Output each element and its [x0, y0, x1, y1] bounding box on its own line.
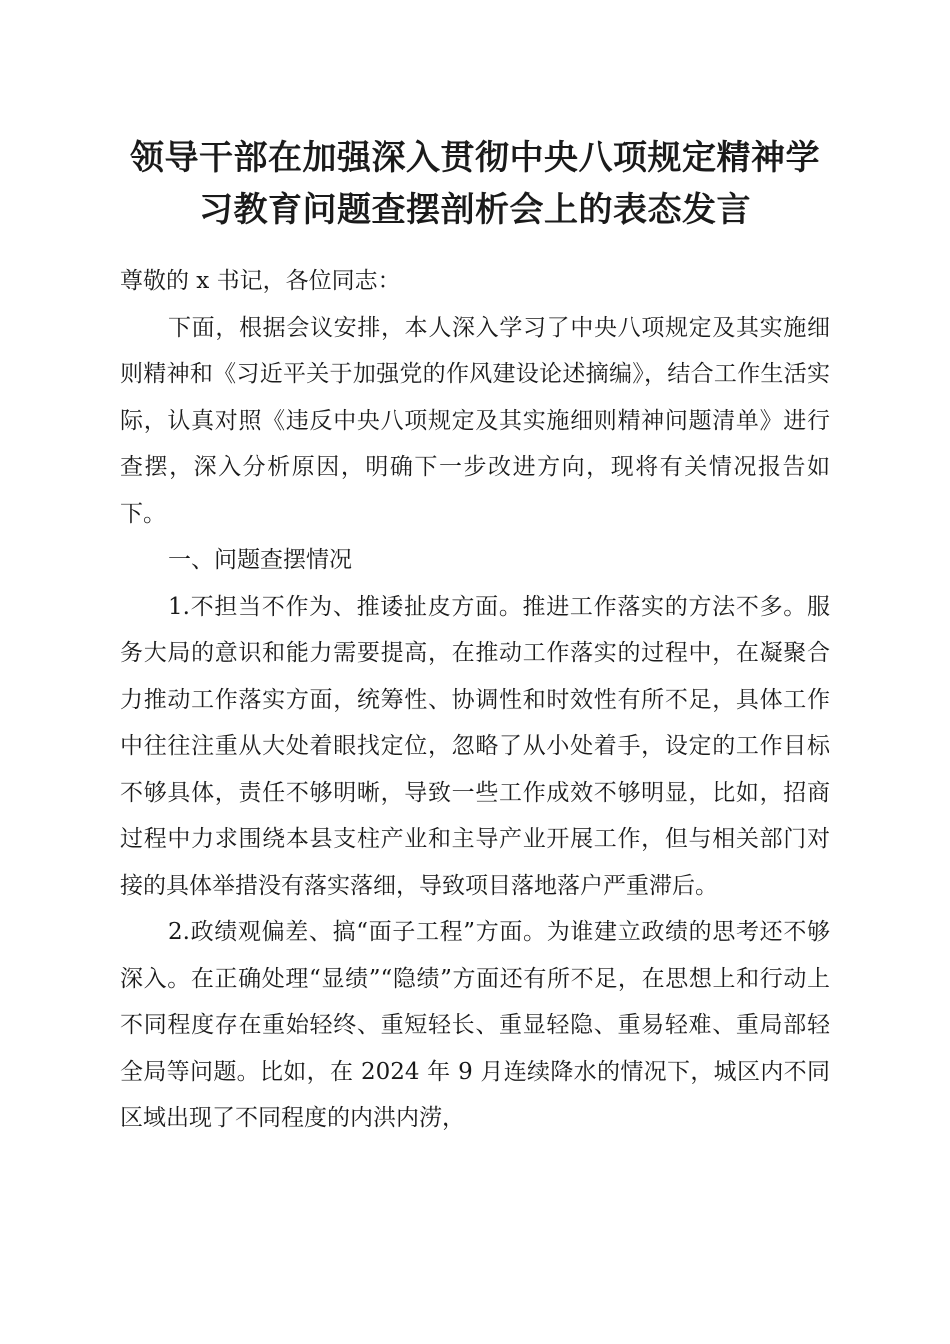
section-heading: 一、问题查摆情况	[168, 547, 352, 573]
item-1-paragraph: 1.不担当不作为、推诿扯皮方面。推进工作落实的方法不多。服务大局的意识和能力需要提高，在推动工作落实的过程中，在凝聚合力推动工作落实方面，统筹性、协调性和时效性有所不足，具体工作中往往注重从大处着眼找定位，忽略了从小处着手，设定的工作目标不够具体，责任不够明晰，导致一些工作成效不够明显，比如，招商过程中力求围绕本县支柱产业和主导产业开展工作，但与相关部门对接的具体举措没有落实落细，导致项目落地落户严重滞后。	[120, 593, 830, 899]
title-line-2: 习教育问题查摆剖析会上的表态发言	[199, 190, 751, 230]
item-2-paragraph: 2.政绩观偏差、搞“面子工程”方面。为谁建立政绩的思考还不够深入。在正确处理“显绩”“隐绩”方面还有所不足，在思想上和行动上不同程度存在重始轻终、重短轻长、重显轻隐、重易轻难、重局部轻全局等问题。比如，在 2024 年 9 月连续降水的情况下，城区内不同区域出现了不同程度的内洪内涝，	[120, 919, 830, 1131]
title-line-1: 领导干部在加强深入贯彻中央八项规定精神学	[130, 138, 820, 178]
intro-paragraph: 下面，根据会议安排，本人深入学习了中央八项规定及其实施细则精神和《习近平关于加强党的作风建设论述摘编》，结合工作生活实际，认真对照《违反中央八项规定及其实施细则精神问题清单》进行查摆，深入分析原因，明确下一步改进方向，现将有关情况报告如下。	[120, 314, 830, 527]
document-body	[120, 258, 830, 1142]
document-title	[60, 132, 890, 236]
salutation: 尊敬的 x 书记，各位同志：	[120, 268, 401, 294]
